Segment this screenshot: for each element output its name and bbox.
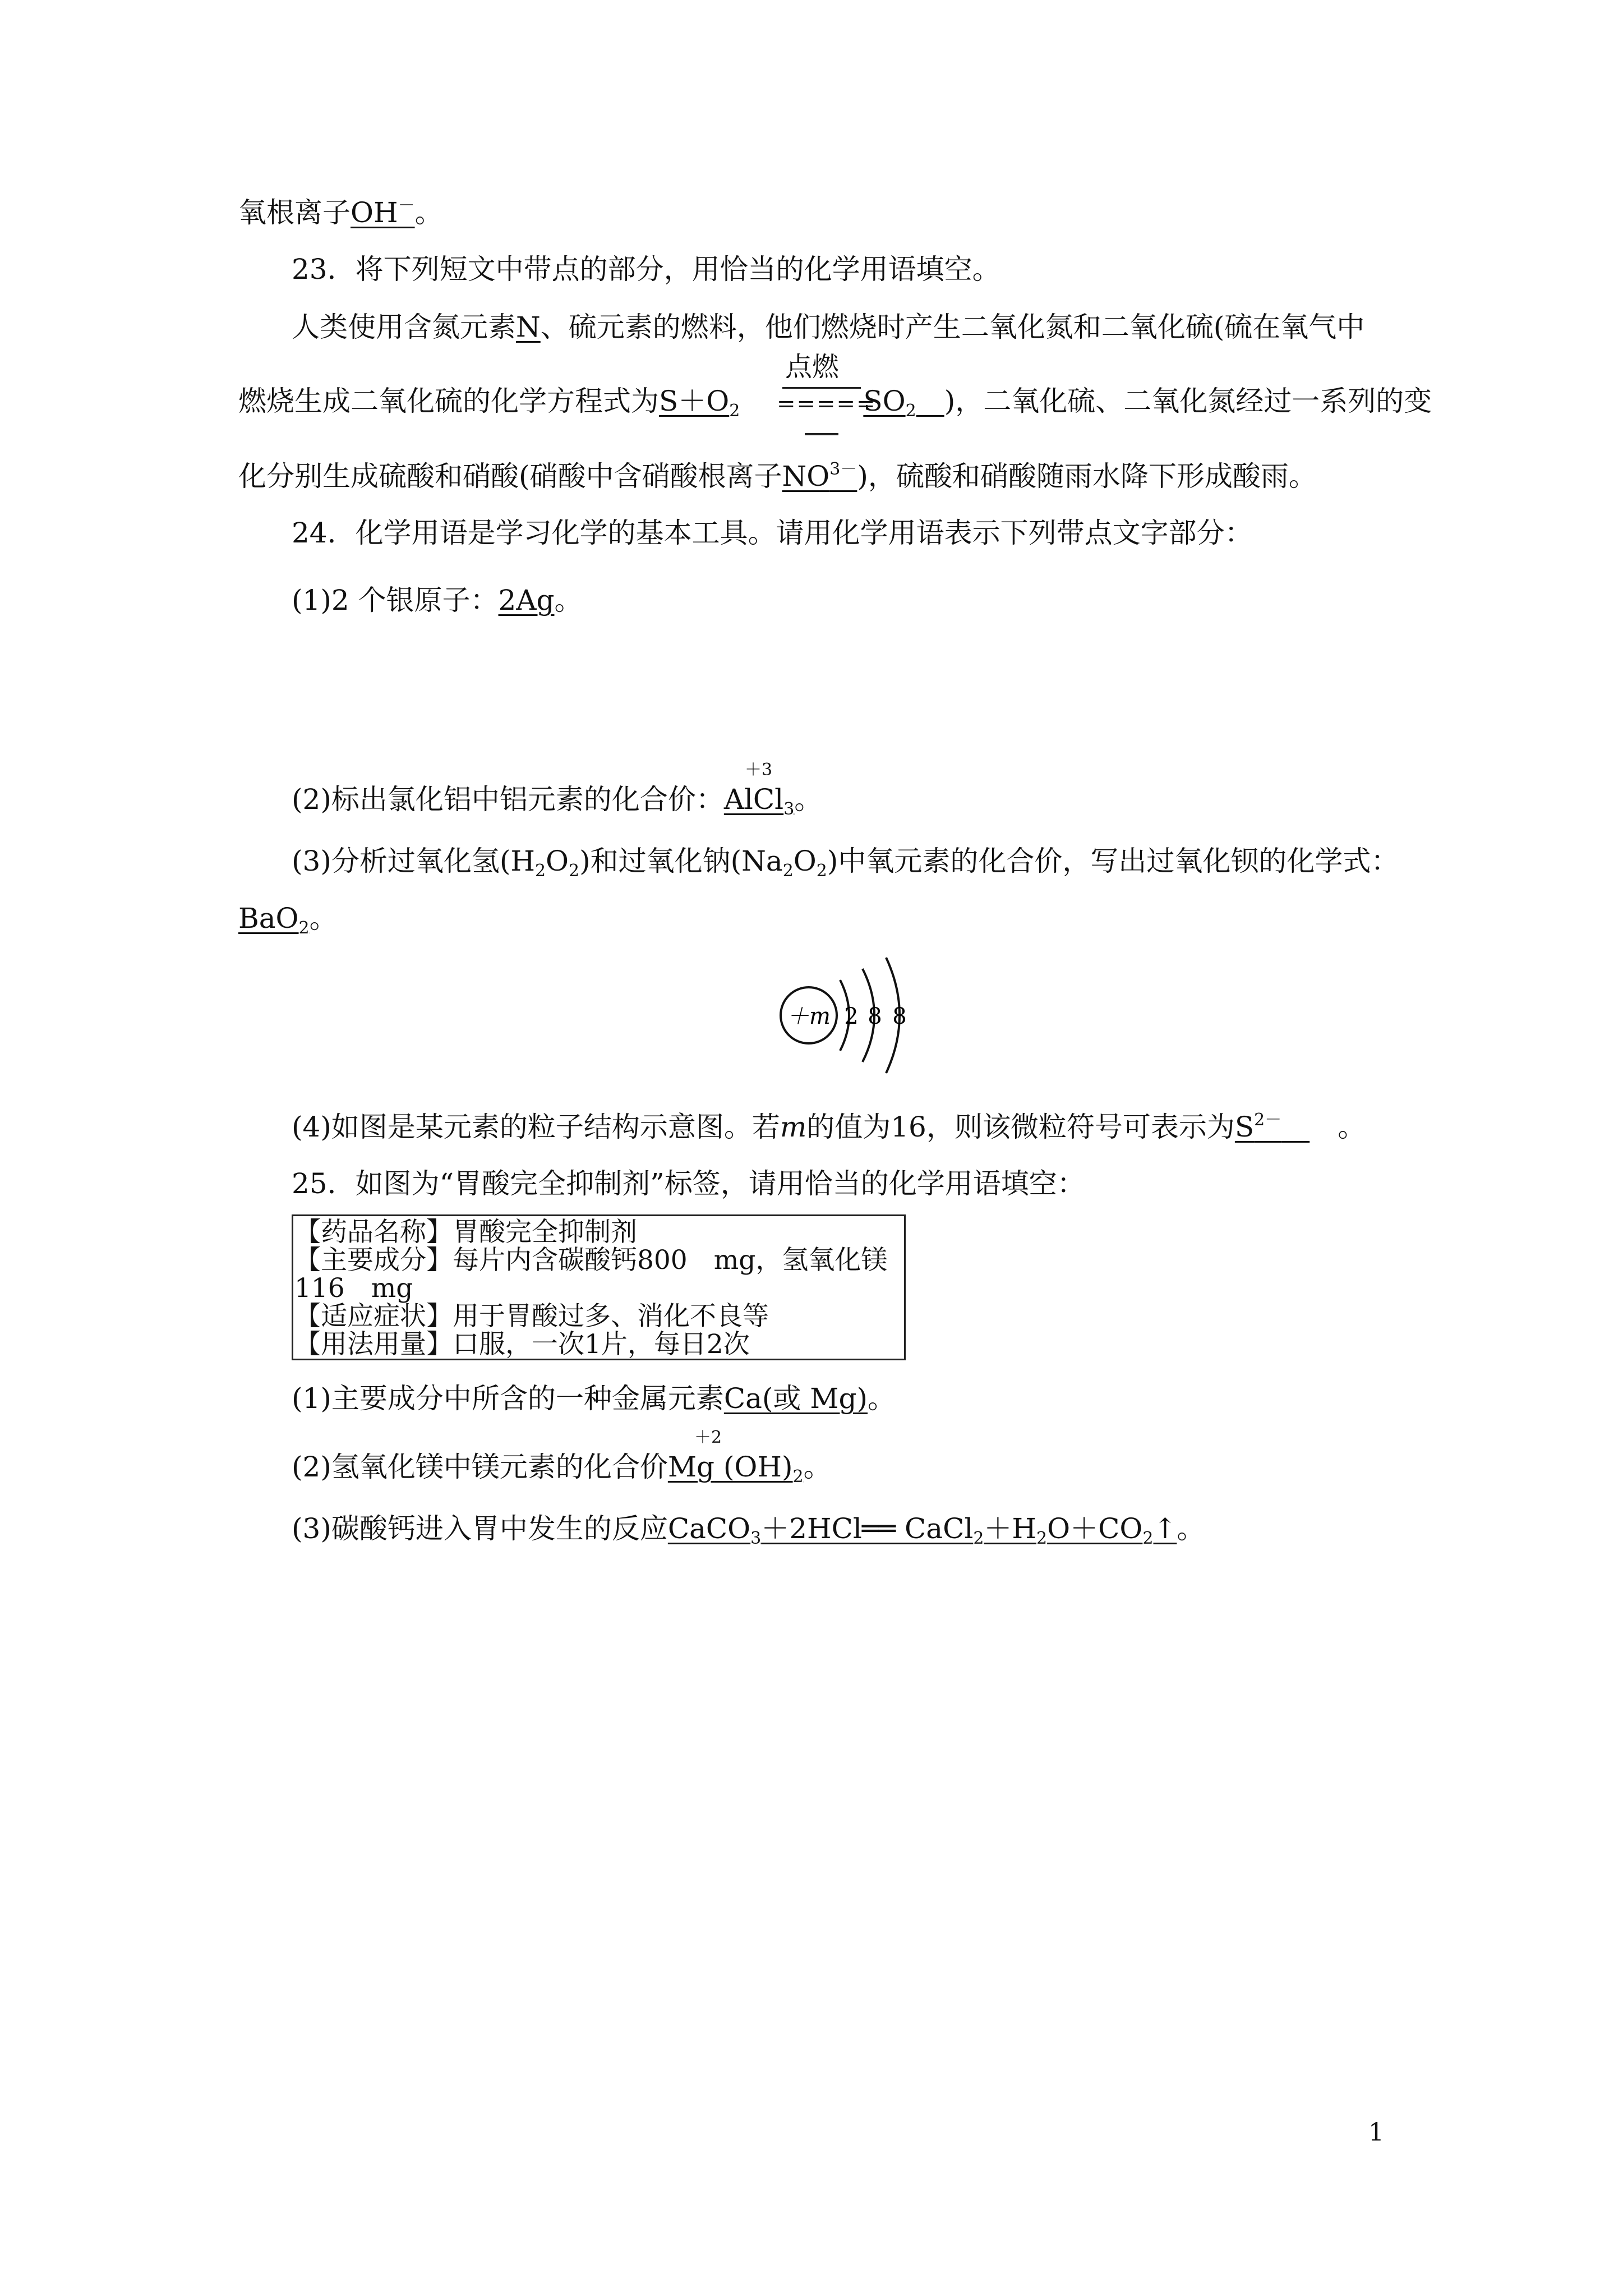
q24-part3-answer-line: BaO$_2$。 (238, 902, 338, 938)
answer-metal: Ca(或 Mg) (723, 1382, 868, 1415)
answer-mg-oh2: Mg $(OH)_2$ (667, 1451, 804, 1487)
continuation-line: 氧根离子OH－。 (238, 196, 443, 229)
answer-sulfide: $S^{2-}$ (1234, 1110, 1282, 1143)
answer-bao2: BaO$_2$ (238, 902, 310, 938)
q25-part1: (1)主要成分中所含的一种金属元素Ca(或 Mg)。 (292, 1382, 896, 1415)
shell-3-electrons: 8 (892, 1004, 907, 1029)
answer-nitrate: $NO^{3-}$ (782, 459, 857, 493)
q23-paragraph-line2: 燃烧生成二氧化硫的化学方程式为$S+O_2$ $SO_2$ )，二氧化硫、二氧化氮经过一系列的变 (238, 385, 1432, 421)
answer-nitrogen: N (516, 311, 541, 343)
q24-part1: (1)2 个银原子：2Ag。 (292, 584, 583, 616)
label-line: 【适应症状】用于胃酸过多、消化不良等 (294, 1301, 769, 1332)
answer-reaction: CaCO$_3$＋2HCl══ $CaCl_2+H_2O+CO_2↑$ (667, 1512, 1177, 1548)
valence-al: ＋3 (745, 760, 773, 780)
q25-stem: 25．如图为“胃酸完全抑制剂”标签，请用恰当的化学用语填空： (292, 1167, 1085, 1200)
shell-2-electrons: 8 (868, 1004, 882, 1029)
shell-1-electrons: 2 (844, 1004, 859, 1029)
equation-equals-sign: ===== (777, 391, 877, 417)
label-line: 【用法用量】口服，一次1片，每日2次 (294, 1329, 750, 1360)
valence-mg: ＋2 (694, 1428, 722, 1447)
answer-alcl3: AlCl$_3$ (723, 783, 795, 819)
equation-mark (805, 433, 838, 435)
q25-part2: (2)氢氧化镁中镁元素的化合价Mg $(OH)_2$。 (292, 1451, 832, 1487)
q23-paragraph-line1: 人类使用含氮元素N、硫元素的燃料，他们燃烧时产生二氧化氮和二氧化硫(硫在氧气中 (292, 311, 1365, 343)
answer-hydroxide: OH－ (351, 196, 415, 229)
label-line: 【主要成分】每片内含碳酸钙800 mg，氢氧化镁 (294, 1245, 888, 1276)
q25-part3: (3)碳酸钙进入胃中发生的反应CaCO$_3$＋2HCl══ $CaCl_2+H_2O+CO_2↑$。 (292, 1512, 1205, 1548)
q24-stem: 24．化学用语是学习化学的基本工具。请用化学用语表示下列带点文字部分： (292, 517, 1253, 549)
label-line: 116 mg (294, 1273, 413, 1304)
particle-structure-diagram (768, 945, 937, 1085)
answer-equation: $S+O_2$ $SO_2$ (659, 385, 916, 421)
nucleus-label: ＋m (787, 1004, 831, 1029)
text: 氧根离子 (238, 196, 351, 229)
q24-part2: (2)标出氯化铝中铝元素的化合价：AlCl$_3$。 (292, 783, 823, 819)
page-number: 1 (1368, 2118, 1384, 2147)
medicine-label (292, 1214, 906, 1360)
q23-stem: 23．将下列短文中带点的部分，用恰当的化学用语填空。 (292, 253, 1000, 286)
reaction-condition: 点燃 (785, 351, 840, 383)
label-line: 【药品名称】胃酸完全抑制剂 (294, 1217, 637, 1248)
q23-paragraph-line3: 化分别生成硫酸和硝酸(硝酸中含硝酸根离子$NO^{3-}$)，硫酸和硝酸随雨水降下形成酸雨。 (238, 459, 1317, 493)
q24-part3: (3)分析过氧化氢$(H_2O_2)$和过氧化钠$(Na_2O_2)$中氧元素的化合价，写出过氧化钡的化学式： (292, 845, 1399, 881)
answer-silver: 2Ag (498, 584, 555, 616)
q24-part4: (4)如图是某元素的粒子结构示意图。若m的值为16，则该微粒符号可表示为$S^{2-}$ 。 (292, 1110, 1366, 1143)
condition-underline (782, 387, 861, 389)
